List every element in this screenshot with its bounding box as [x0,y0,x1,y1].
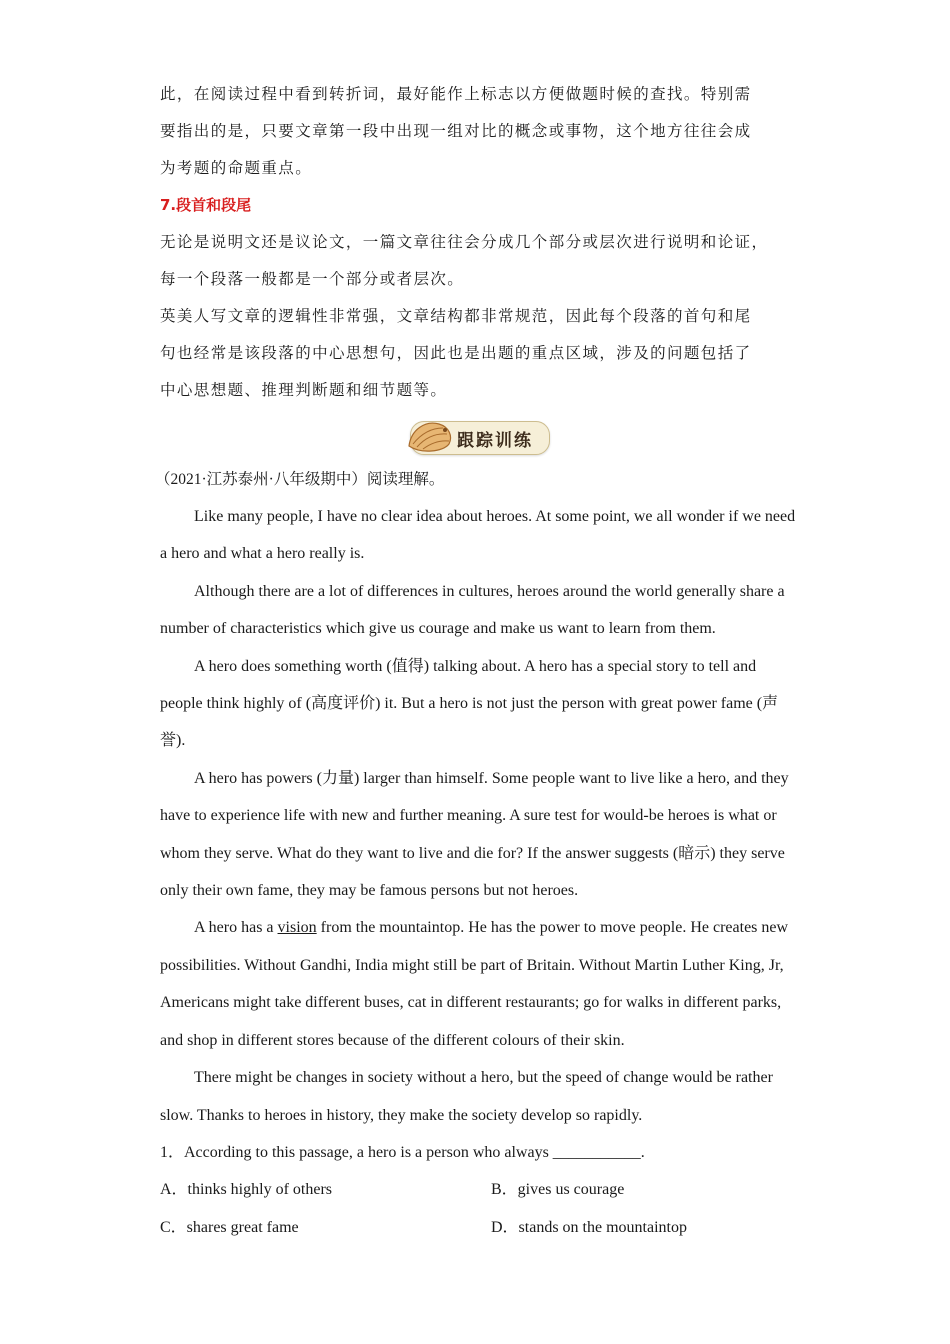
passage-paragraph-6: There might be changes in society without a hero, but the speed of change would be rather slow. Thanks to heroes in history, they make the society develop so rapidly. [160,1069,773,1124]
option-a[interactable]: A．thinks highly of others [160,1181,332,1199]
passage-paragraph-5 [160,909,800,1059]
section-line: 每一个段落一般都是一个部分或者层次。 [160,270,465,288]
underlined-word-vision: vision [277,919,317,937]
passage-paragraph-2: Although there are a lot of differences in cultures, heroes around the world generally share a number of characteristics which give us courage and make us want to learn from them. [160,582,785,638]
banner-label: 跟踪训练 [457,430,533,451]
exercise-source: （2021·江苏泰州·八年级期中）阅读理解。 [155,471,445,488]
intro-line: 此，在阅读过程中看到转折词，最好能作上标志以方便做题时候的查找。特别需 [160,85,752,103]
intro-line: 要指出的是，只要文章第一段中出现一组对比的概念或事物，这个地方往往会成 [160,122,752,140]
section-line: 英美人写文章的逻辑性非常强，文章结构都非常规范，因此每个段落的首句和尾 [160,307,752,325]
option-c[interactable]: C．shares great fame [160,1218,299,1236]
p5-before: A hero has a [194,919,278,937]
passage-paragraph-1: Like many people, I have no clear idea about heroes. At some point, we all wonder if we need a hero and what a hero really is. [160,508,796,563]
passage-paragraph-3: A hero does something worth (值得) talking about. A hero has a special story to tell and people think highly of (高度评价) it. But a hero is not just the person with great power fame (声誉). [160,657,779,750]
option-d[interactable]: D．stands on the mountaintop [491,1218,687,1236]
intro-paragraph [160,76,800,187]
shell-icon [405,416,457,456]
p5-after: from the mountaintop. He has the power to move people. He creates new possibilities. Without Gandhi, India might still be part of Britain. Without Martin Luther King, Jr, Americans might take different buses, cat in different restaurants; go for walks in different parks, and shop in different stores because of the different colours of their skin. [160,919,789,1049]
section-line: 无论是说明文还是议论文，一篇文章往往会分成几个部分或层次进行说明和论证， [160,233,769,251]
document-page [155,76,800,1246]
section-paragraph-1 [160,224,800,298]
section-heading: 7.段首和段尾 [160,196,252,214]
passage-paragraph-4: A hero has powers (力量) larger than himself. Some people want to live like a hero, and they have to experience life with new and further meaning. A sure test for would-be heroes is what or whom they serve. What do they want to live and die for? If the answer suggests (暗示) they serve only their own fame, they may be famous persons but not heroes. [160,769,789,900]
practice-banner [410,421,550,455]
question-options [160,1171,800,1246]
practice-banner-wrap [160,415,800,461]
question-stem: 1．According to this passage, a hero is a person who always ___________. [160,1143,645,1161]
section-line: 中心思想题、推理判断题和细节题等。 [160,381,448,399]
intro-line: 为考题的命题重点。 [160,159,313,177]
section-line: 句也经常是该段落的中心思想句，因此也是出题的重点区域，涉及的问题包括了 [160,344,752,362]
section-paragraph-2 [160,298,800,409]
option-b[interactable]: B．gives us courage [491,1181,625,1199]
